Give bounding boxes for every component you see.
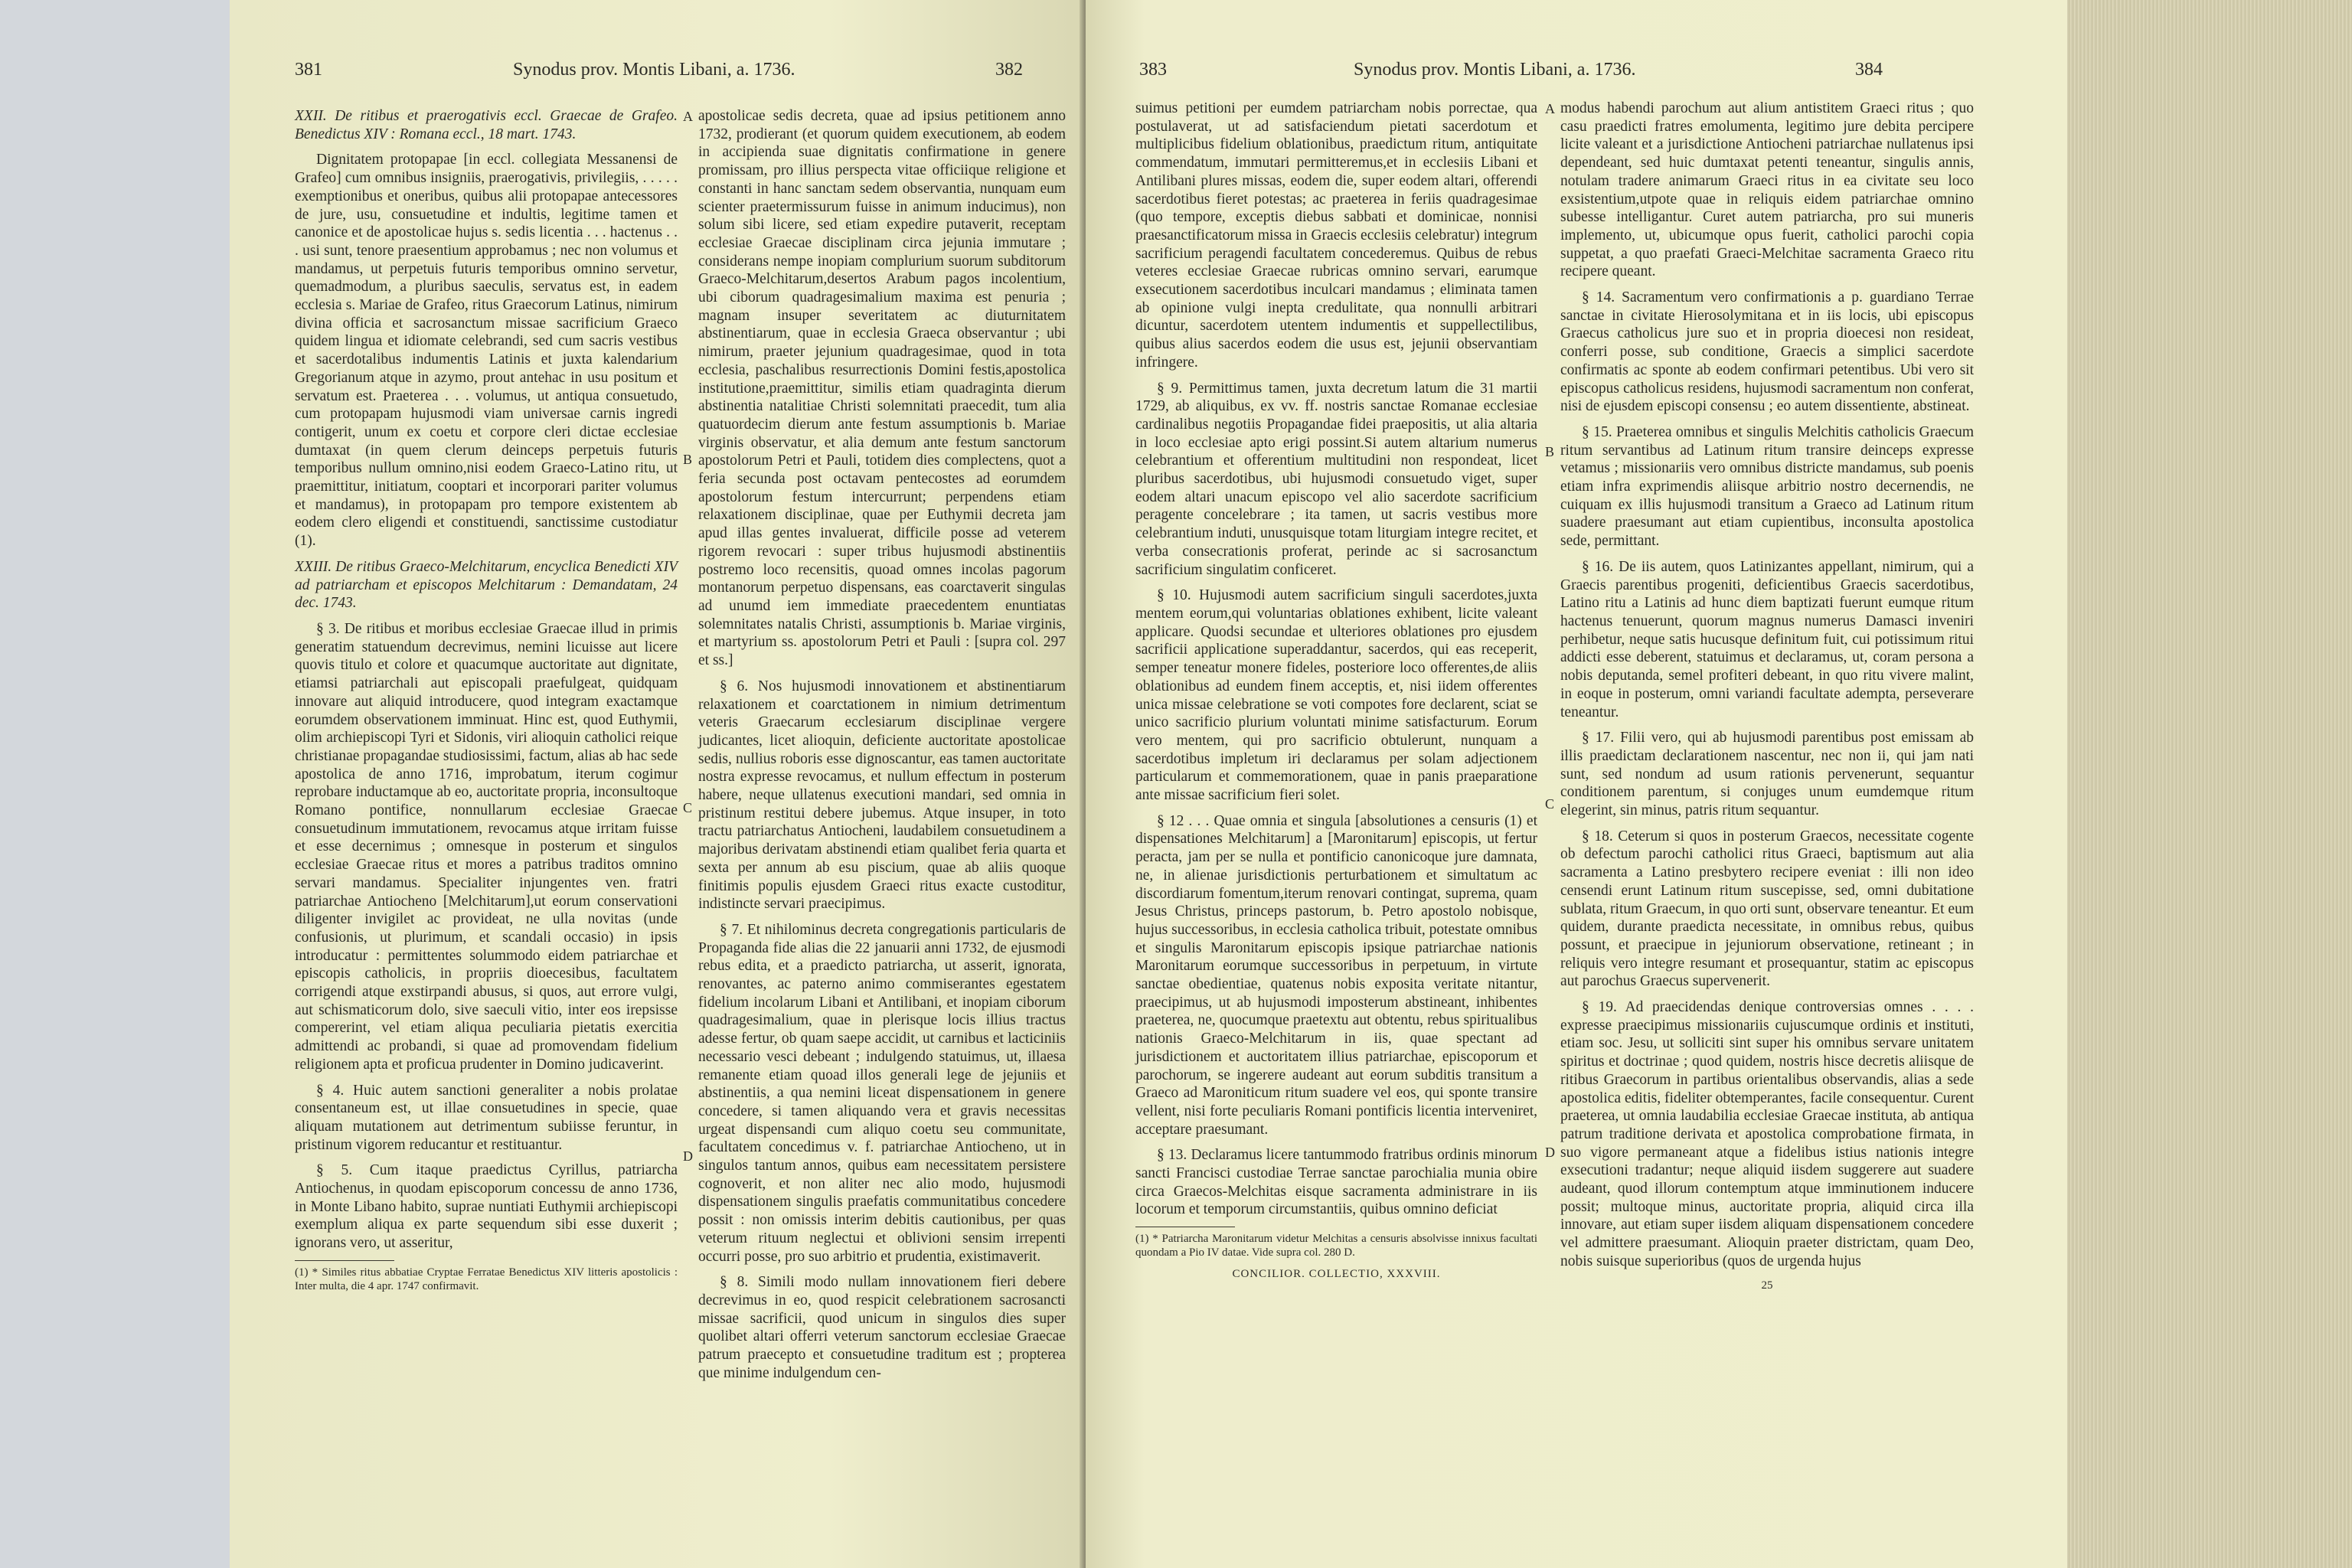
paragraph: § 10. Hujusmodi autem sacrificium singuli sacerdotes,juxta mentem eorum,qui voluntarias oblationes exhibent, licite valeant applicare. Quodsi secundae et ulteriores oblationes pro ejusdem sacrificii applicatione superaddantur, sacerdos, qui eas receperit, semper teneatur monere fideles, posteriore loco offerentes,de aliis oblationibus ad eundem finem acceptis, et, nisi iidem offerentes unica missae celebratione se voti compotes fore declarent, sciat se unico sacrificio plurium voluntati minime satisfacturum. Eorum vero mentem, qui pro sacrificio obtulerunt, nunquam a sacerdotibus impletum iri declaramus per solam adjectionem particularum et commemorationem, quae in panis praeparatione ante missae sacrificium fieri solet.	[1135, 587, 1537, 804]
margin-marker-d: D	[1545, 1145, 1555, 1160]
page-number-384: 384	[1855, 60, 1883, 80]
paragraph: § 17. Filii vero, qui ab hujusmodi parentibus post emissam ab illis praedictam declarationem nascentur, nec non ii, qui jam nati sunt, sed nondum ad usum rationis pervenerunt, sequantur conditionem parentum, si conjuges unum eumdemque ritum elegerint, sin minus, patris ritum sequantur.	[1560, 730, 1974, 819]
paragraph: § 5. Cum itaque praedictus Cyrillus, patriarcha Antiochenus, in quodam episcoporum concessu de anno 1736, in Monte Libano habito, suprae nuntiati Euthymii archiepiscopi exemplum aliqua ex parte sequendum sibi esse duxerit ; ignorans vero, ut asseritur,	[295, 1162, 678, 1252]
paragraph: § 14. Sacramentum vero confirmationis a p. guardiano Terrae sanctae in civitate Hierosolymitana et in iis locis, ubi episcopus Graecus catholicus jure suo et in propria dioecesi non resideat, conferri posse, sub conditione, Graecis a simplici sacerdote confirmatis ac sponte ab eodem confirmari petentibus. Ubi vero sit episcopus catholicus residens, hujusmodi sacramentum non conferat, nisi de ejusdem episcopi consensu ; eo autem dissentiente, abstineat.	[1560, 289, 1974, 415]
margin-marker-a: A	[683, 109, 693, 124]
paragraph: § 4. Huic autem sanctioni generaliter a nobis prolatae consentaneum est, ut illae consuetudines in specie, quae aliquam mutationem aut detrimentum subiisse feruntur, in pristinum vigorem reducantur et restituantur.	[295, 1082, 678, 1153]
margin-marker-b: B	[683, 452, 693, 467]
paragraph: § 6. Nos hujusmodi innovationem et abstinentiarum relaxationem et coarctationem in nimium detrimentum veteris Graecarum ecclesiarum disciplinae vergere judicantes, licet alioquin, deficiente auctoritate apostolicae sedis, nullius roboris esse dignoscantur, eas tamen auctoritate nostra expresse revocamus, et nullum effectum in posterum habere, neque ullatenus executioni mandari, sed omnia in pristinum restitui debere jubemus. Atque insuper, in toto tractu patriarchatus Antiocheni, laudabilem consuetudinem a majoribus derivatam abstinendi etiam qualibet feria quarta et sexta per annum ab esu piscium, quae ab aliis quoque finitimis populis ejusdem Graeci ritus exacte custoditur, indistincte servari praecipimus.	[698, 678, 1066, 913]
paragraph: § 13. Declaramus licere tantummodo fratribus ordinis minorum sancti Francisci custodiae Terrae sanctae parochialia munia obire circa Graecos-Melchitas eisque sacramenta administrare in iis locorum et temporum circumstantiis, quibus omnino deficiat	[1135, 1147, 1537, 1218]
paragraph: Dignitatem protopapae [in eccl. collegiata Messanensi de Grafeo] cum omnibus insigniis, praerogativis, privilegiis, . . . . . exemptionibus et oneribus, quibus alii protopapae antecessores de jure, usu, consuetudine et indultis, legitime tamen et canonice et de apostolicae hujus s. sedis licentia . . . hactenus . . . usi sunt, tenore praesentium approbamus ; nec non volumus et mandamus, ut perpetuis futuris temporibus omnino servetur, quemadmodum, a pluribus saeculis, servatus est, in eadem ecclesia s. Mariae de Grafeo, ritus Graecorum Latinus, nimirum divina officia et sacrosanctum missae sacrificium Graeco quidem lingua et idiomate celebrandi, sed cum sacris vestibus et sacerdotalibus indumentis Latinis et juxta kalendarium Gregorianum atque in azymo, prout antehac in usu positum et servatum est. Praeterea . . . volumus, ut antiqua consuetudo, cum protopapam hujusmodi viam universae carnis ingredi contigerit, unum ex coetu et corpore cleri dictae ecclesiae dumtaxat (in quem clerum deinceps perpetuis futuris temporibus nullum omnino,nisi eodem Graeco-Latino ritu, ut praemittitur, initiatum, cooptari et incorporari pariter volumus et mandamus), in protopapam pro tempore existentem ab eodem clero eligendi et constituendi, sanctissime custodiatur (1).	[295, 152, 678, 550]
paragraph: apostolicae sedis decreta, quae ad ipsius petitionem anno 1732, prodierant (et quorum quidem executionem, ab eodem in accipienda suae dignitatis confirmatione in genere promissam, pro illius perspecta vitae officiique religione et constanti in hanc sanctam sedem observantia, nunquam eum scienter praetermissurum fuisse in animum inducimus), non solum sibi licere, sed etiam expedire putaverit, receptam ecclesiae Graecae disciplinam circa jejunia immutare ; considerans nempe inopiam complurium suorum subditorum Graeco-Melchitarum,desertos Arabum pagos incolentium, ubi ciborum quadragesimalium maxima est penuria ; magnam insuper severitatem ac diuturnitatem abstinentiarum, quae in ecclesia Graeca observantur ; ubi nimirum, praeter jejunium quadragesimae, quod in tota ecclesia, paschalibus resurrectionis Domini festis,apostolica institutione,praemittitur, similis etiam quadraginta dierum abstinentia natalitiae Christi solemnitati praecedit, tum alia quatuordecim dierum ante festum assumptionis b. Mariae virginis observatur, et alia demum ante festum sanctorum apostolorum Petri et Pauli, totidem dies complectens, quot a feria secunda post octavam pentecostes ad eorumdem apostolorum festum intercurrunt; perpendens etiam relaxationem disciplinae, quae per Euthymii decreta jam apud illas gentes invaluerat, difficile posse ad veterem rigorem revocari : super tribus hujusmodi abstinentiis postremo loco recensitis, quoad omnes incolas pagorum montanorum perpetuo dispensans, eas coarctaverit singulas ad unumd iem immediate praecedentem enuntiatas solemnitates natalis Christi, assumptionis b. Mariae virginis, et martyrium ss. apostolorum Petri et Pauli : [supra col. 297 et ss.]	[698, 108, 1066, 669]
running-head-left: Synodus prov. Montis Libani, a. 1736.	[513, 60, 795, 80]
left-page	[230, 0, 1083, 1568]
signature-mark: 25	[1761, 1279, 1773, 1292]
left-column-382	[698, 107, 1066, 1390]
running-head-right: Synodus prov. Montis Libani, a. 1736.	[1354, 60, 1636, 80]
paragraph: § 15. Praeterea omnibus et singulis Melchitis catholicis Graecum ritum servantibus ad Latinum ritum transire deinceps expresse vetamus ; missionariis vero omnibus districte mandamus, sub poenis etiam infra exprimendis aliisque arbitrio nostro decernendis, ne cuiquam ex illis hujusmodi transitum a Graeco ad Latinum ritum suadere praesumant aut etiam cupientibus, inconsulta apostolica sede, permittant.	[1560, 423, 1974, 550]
left-column-381	[295, 107, 678, 1301]
footnote-rule	[295, 1260, 394, 1261]
paragraph: § 12 . . . Quae omnia et singula [absolutiones a censuris (1) et dispensationes Melchitarum] a [Maronitarum] episcopis, ut fertur peracta, jam per se nulla et pontificio canonicoque jure damnata, ne, in alienae jurisdictionis perturbationem et simultatum ac discordiarum fomentum,iterum renovari contingat, suprema, quam Jesus Christus, princeps pastorum, b. Petro apostolo nobisque, hujus successoribus, in ecclesia catholica tribuit, potestate omnibus et singulis Maronitarum episcopis ipsique patriarchae nationis Maronitarum eorumque successoribus in perpetuum, in virtute sanctae obedientiae, quatenus nobis exposita veritate nitantur, praecipimus, ut ab hujusmodi imposterum abstineant, inhibentes praeterea, ne, quocumque praetextu aut obtentu, rebus spiritualibus nationis Graeco-Melchitarum in iis, quae spectant ad jurisdictionem et auctoritatem illius patriarchae, episcoporum et parochorum, se ingerere audeant aut eorum subditis transitum a Graeco ad Maroniticum ritum suadere vel eos, qui sponte transire vellent, nisi forte peculiaris Romani pontificis licentia interveniret, acceptare praesumant.	[1135, 812, 1537, 1138]
right-page	[1086, 0, 2067, 1568]
paragraph: § 7. Et nihilominus decreta congregationis particularis de Propaganda fide alias die 22 januarii anni 1732, de ejusmodi rebus edita, et a praedicto patriarcha, ut asserit, ignorata, renovantes, ac paterno animo commiserantes egestatem fidelium incolarum Libani et Antilibani, et inopiam ciborum quadragesimalium, quae in plerisque locis illius tractus adesse fertur, ob quam saepe accidit, ut carnibus et lacticiniis necessario vesci debeant ; indulgendo statuimus, ut, illaesa remanente etiam quoad illos generali lege de jejuniis et abstinentiis, a qua nemini liceat dispensationem in genere concedere, si tamen aliquando vera et gravis necessitas urgeat dispensandi cum aliquo coetu seu communitate, facultatem concedimus v. f. patriarchae Antiocheno, ut in singulos tantum annos, quibus eam necessitatem persistere cognoverit, et non aliter nec alio modo, hujusmodi dispensationem singulis praefatis communitatibus concedere possit : non omissis interim debitis cautionibus, per quas veterum rituum neglectui et oblivioni sensim irrepenti occurri posse, pro suo arbitrio et prudentia, existimaverit.	[698, 921, 1066, 1265]
margin-marker-b: B	[1545, 444, 1555, 459]
paragraph: § 16. De iis autem, quos Latinizantes appellant, nimirum, qui a Graecis parentibus progeniti, deficientibus Graecis sacerdotibus, Latino ritu a Latinis ad hunc diem baptizati fuerunt eumque ritum hactenus tenuerunt, quorum magnus numerus Damasci inveniri perhibetur, neque satis hucusque definitum fuit, cui potissimum ritui addicti esse deberent, statuimus et declaramus, ut, coram persona a nobis deputanda, semel profiteri debeant, in quo ritu vivere malint, in eoque in posterum, omni variandi facultate adempta, perseverare teneantur.	[1560, 558, 1974, 720]
margin-marker-c: C	[683, 800, 693, 815]
section-title-xxiii: XXIII. De ritibus Graeco-Melchitarum, encyclica Benedicti XIV ad patriarcham et episcopos Melchitarum : Demandatam, 24 dec. 1743.	[295, 558, 678, 612]
page-number-382: 382	[995, 60, 1023, 80]
page-number-381: 381	[295, 60, 322, 80]
paragraph: § 19. Ad praecidendas denique controversias omnes . . . . expresse praecipimus missionariis cujuscumque ordinis et instituti, etiam soc. Jesu, ut solliciti sint super his omnibus servare unitatem spiritus et doctrinae ; quod quidem, nostris hisce decretis aliisque de ritibus Graecorum in partibus orientalibus observandis, alias a sede apostolica editis, fideliter obtemperantes, facile consequentur. Curent praeterea, ut omnia laudabilia ecclesiae Graecae instituta, ab antiqua patrum traditione derivata et apostolica comprobatione firmata, in suo vigore permaneant atque a fidelibus istius nationis integre exsecutioni tradantur; neque aliquid iisdem suggerere aut suadere audeant, quod illorum contemptum atque imminutionem inducere possit; multoque minus, auctoritate propria, aliquid circa illa innovare, aut etiam super iisdem aliquam dispensationem concedere vel admittere praesumant. Alioquin praeter districtam, quam Deo, nobis suisque superioribus (quos de urgenda hujus	[1560, 999, 1974, 1269]
paragraph: § 8. Simili modo nullam innovationem fieri debere decrevimus in eo, quod respicit celebrationem sacrosancti missae sacrificii, quod unicum in singulos dies super quolibet altari offerri veterum sanctorum ecclesiae Graecae patrum praecepto et consuetudine traditum est ; propterea que minime indulgendum cen-	[698, 1274, 1066, 1381]
paragraph: § 3. De ritibus et moribus ecclesiae Graecae illud in primis generatim statuendum decrevimus, nemini licuisse aut licere quovis titulo et colore et quacumque auctoritate aut dignitate, etiamsi patriarchali aut episcopali praefulgeat, quidquam innovare aut aliquid introducere, quod integram exactamque eorumdem observationem imminuat. Hinc est, quod Euthymii, olim archiepiscopi Tyri et Sidonis, viri alioquin catholici reique christianae propagandae studiosissimi, factum, alias ab hac sede apostolica de anno 1716, improbatum, iterum cogimur reprobare inductamque ab eo, auctoritate propria, inconsultoque Romano pontifice, nonnullarum ecclesiae Graecae consuetudinum immutationem, revocamus atque irritam fuisse et esse decernimus ; omnesque in posterum et singulos ecclesiae Graecae ritus et mores a patribus traditos omnino servari mandamus. Specialiter injungentes ven. fratri patriarchae Antiocheno [Melchitarum],ut eorum conservationi diligenter invigilet ac provideat, ne ulla novitas (unde confusionis, ut plurimum, et scandali occasio) in ipsis introducatur : permittentes solummodo eidem patriarchae et episcopis catholicis, in propriis dioecesibus, facultatem corrigendi atque exstirpandi abusus, si quos, aut errore vulgi, aut schismaticorum dolo, sive saeculi vitio, inter eos irepsisse compererint, vel etiam aliqua peculiaria pietatis exercitia admittendi ac probandi, si quae ad promovendam fidelium religionem apta et proficua prudenter in Domino judicaverint.	[295, 620, 678, 1073]
volume-signature: CONCILIOR. COLLECTIO, XXXVIII.	[1232, 1268, 1441, 1281]
margin-marker-d: D	[683, 1148, 693, 1164]
paragraph: § 9. Permittimus tamen, juxta decretum latum die 31 martii 1729, ab aliquibus, ex vv. ff. nostris sanctae Romanae ecclesiae cardinalibus negotiis Propagandae fidei praepositis, ut alia altaria in loco ecclesiae apto erigi possint.Si autem altarium numerus celebrantium et offerentium multitudini non respondeat, licet pluribus sacerdotibus, ubi hujusmodi consuetudo viget, super eodem altari unacum episcopo vel alio sacerdote sacrificium peragente concelebrare ; ita tamen, ut sacris vestibus more celebrantium induti, unusquisque totam liturgiam integre recitet, et verba consecrationis proferat, perinde ac si sacrosanctum sacrificium singulatim conficeret.	[1135, 380, 1537, 578]
footnote: (1) * Patriarcha Maronitarum videtur Melchitas a censuris absolvisse innixus facultati quondam a Pio IV datae. Vide supra col. 280 D.	[1135, 1233, 1537, 1259]
margin-marker-c: C	[1545, 796, 1555, 812]
right-column-384	[1560, 100, 1974, 1292]
footnote: (1) * Similes ritus abbatiae Cryptae Ferratae Benedictus XIV litteris apostolicis : Inter multa, die 4 apr. 1747 confirmavit.	[295, 1266, 678, 1292]
paragraph: § 18. Ceterum si quos in posterum Graecos, necessitate cogente ob defectum parochi catholici ritus Graeci, baptismum aut alia sacramenta a Latino presbytero recipere eveniat : illi non ideo censendi erunt Latinum ritum suscepisse, sed, omni dubitatione sublata, ritum Graecum, in quo orti sunt, observare teneantur. Et eum quidem, durante praedicta necessitate, in omnibus rebus, quibus possunt, et praecipue in jejuniorum observatione, retineant ; in reliquis vero integre resumant et prosequantur, statim ac episcopus aut parochus Graecus supervenerit.	[1560, 828, 1974, 990]
page-edges	[2067, 0, 2352, 1568]
paragraph: suimus petitioni per eumdem patriarcham nobis porrectae, qua postulaverat, ut ad satisfaciendum pietati sacerdotum et multiplicibus fidelium oblationibus, praedictum ritum, antiquitate commendatum, immutari permitteremus,et in ecclesiis Libani et Antilibani plures missas, eodem die, super eodem altari, offerendi sacerdotibus fieret potestas; ac praeterea in feriis quadragesimae (quo tempore, exceptis diebus sabbati et dominicae, nonnisi praesanctificatorum missa in Graecis ecclesiis celebratur) integrum sacrificium peragendi facultatem concederemus. Quibus de rebus veteres ecclesiae Graecae rubricas omnino servari, earumque exsecutionem sacerdotibus inculcari mandamus ; eliminata tamen ab opinione vulgi inepta credulitate, qua nonnulli arbitrari dicuntur, sacerdotem utentem indumentis et suppellectilibus, quibus alius sacerdos eodem die usus est, jejunii observantiam infringere.	[1135, 100, 1537, 371]
right-column-383	[1135, 100, 1537, 1281]
page-number-383: 383	[1139, 60, 1167, 80]
margin-marker-a: A	[1545, 101, 1555, 116]
section-title-xxii: XXII. De ritibus et praerogativis eccl. Graecae de Grafeo. Benedictus XIV : Romana eccl., 18 mart. 1743.	[295, 108, 678, 142]
paragraph: modus habendi parochum aut alium antistitem Graeci ritus ; quo casu praedicti fratres emolumenta, legitimo jure debita percipere licite valeant et a jurisdictione Antiocheni patriarchae nullatenus ipsi dependeant, sed huic dumtaxat petenti teneantur, singulis annis, notulam tradere animarum Graeci ritus in ea civitate seu loco exsistentium,utpote quae in reliquis eidem patriarchae omnino subesse intelligantur. Curet autem patriarcha, pro sui muneris implemento, ut, ubicumque opus fuerit, catholici parochi copia suppetat, a quo praefati Graeci-Melchitae sacramenta Graeco ritu recipere queant.	[1560, 100, 1974, 280]
